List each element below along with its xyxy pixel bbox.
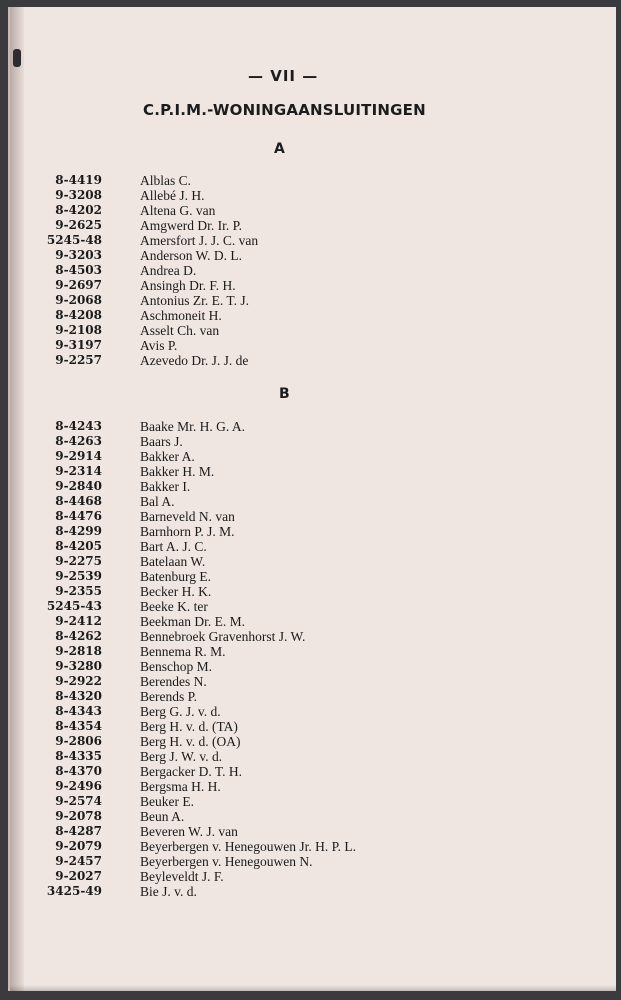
resident-name: Ansingh Dr. F. H. xyxy=(140,278,236,293)
directory-entry xyxy=(0,584,600,599)
phone-extension: 8-4287 xyxy=(55,824,102,838)
phone-extension: 9-3208 xyxy=(55,188,102,202)
resident-name: Beveren W. J. van xyxy=(140,824,238,839)
phone-extension: 9-2574 xyxy=(55,794,102,808)
directory-entry xyxy=(0,233,600,248)
directory-entry xyxy=(0,353,600,368)
resident-name: Allebé J. H. xyxy=(140,188,205,203)
directory-entry xyxy=(0,293,600,308)
directory-entry xyxy=(0,689,600,704)
phone-extension: 9-2027 xyxy=(55,869,102,883)
directory-entry xyxy=(0,509,600,524)
phone-extension: 8-4299 xyxy=(55,524,102,538)
resident-name: Aschmoneit H. xyxy=(140,308,222,323)
phone-extension: 9-2314 xyxy=(55,464,102,478)
phone-extension: 9-2275 xyxy=(55,554,102,568)
directory-entry xyxy=(0,824,600,839)
resident-name: Beyleveldt J. F. xyxy=(140,869,224,884)
resident-name: Avis P. xyxy=(140,338,178,353)
resident-name: Beekman Dr. E. M. xyxy=(140,614,245,629)
resident-name: Azevedo Dr. J. J. de xyxy=(140,353,249,368)
directory-entry xyxy=(0,248,600,263)
binding-hole xyxy=(13,49,21,67)
phone-extension: 9-2539 xyxy=(55,569,102,583)
phone-extension: 8-4208 xyxy=(55,308,102,322)
resident-name: Bart A. J. C. xyxy=(140,539,207,554)
phone-extension: 8-4263 xyxy=(55,434,102,448)
directory-entry xyxy=(0,479,600,494)
directory-entry xyxy=(0,659,600,674)
resident-name: Beuker E. xyxy=(140,794,194,809)
phone-extension: 9-2108 xyxy=(55,323,102,337)
phone-extension: 9-2914 xyxy=(55,449,102,463)
resident-name: Bennebroek Gravenhorst J. W. xyxy=(140,629,306,644)
resident-name: Bakker I. xyxy=(140,479,191,494)
resident-name: Baake Mr. H. G. A. xyxy=(140,419,245,434)
phone-extension: 9-2818 xyxy=(55,644,102,658)
directory-entry xyxy=(0,434,600,449)
directory-entry xyxy=(0,539,600,554)
resident-name: Bakker H. M. xyxy=(140,464,215,479)
phone-extension: 8-4202 xyxy=(55,203,102,217)
phone-extension: 9-2806 xyxy=(55,734,102,748)
phone-extension: 5245-48 xyxy=(46,233,102,247)
resident-name: Beun A. xyxy=(140,809,185,824)
resident-name: Berg H. v. d. (OA) xyxy=(140,734,241,749)
phone-extension: 9-3203 xyxy=(55,248,102,262)
directory-entry xyxy=(0,419,600,434)
phone-extension: 9-2840 xyxy=(55,479,102,493)
directory-entry xyxy=(0,749,600,764)
resident-name: Bergacker D. T. H. xyxy=(140,764,242,779)
resident-name: Bennema R. M. xyxy=(140,644,226,659)
phone-extension: 8-4468 xyxy=(55,494,102,508)
directory-entry xyxy=(0,839,600,854)
directory-entry xyxy=(0,719,600,734)
phone-extension: 9-2412 xyxy=(55,614,102,628)
phone-extension: 9-3197 xyxy=(55,338,102,352)
resident-name: Berendes N. xyxy=(140,674,207,689)
phone-extension: 9-2078 xyxy=(55,809,102,823)
phone-extension: 9-2625 xyxy=(55,218,102,232)
section-letter-a: A xyxy=(274,141,285,157)
directory-entry xyxy=(0,554,600,569)
phone-extension: 9-3280 xyxy=(55,659,102,673)
resident-name: Bie J. v. d. xyxy=(140,884,197,899)
resident-name: Batelaan W. xyxy=(140,554,206,569)
resident-name: Antonius Zr. E. T. J. xyxy=(140,293,250,308)
resident-name: Bal A. xyxy=(140,494,175,509)
directory-entry xyxy=(0,854,600,869)
phone-extension: 9-2922 xyxy=(55,674,102,688)
directory-entry xyxy=(0,323,600,338)
phone-extension: 9-2068 xyxy=(55,293,102,307)
phone-extension: 5245-43 xyxy=(46,599,102,613)
phone-extension: 9-2257 xyxy=(55,353,102,367)
resident-name: Batenburg E. xyxy=(140,569,211,584)
page-shadow xyxy=(10,985,616,991)
directory-entry xyxy=(0,809,600,824)
resident-name: Berg H. v. d. (TA) xyxy=(140,719,238,734)
phone-extension: 8-4262 xyxy=(55,629,102,643)
directory-entry xyxy=(0,464,600,479)
resident-name: Bakker A. xyxy=(140,449,195,464)
directory-entry xyxy=(0,644,600,659)
directory-entry xyxy=(0,524,600,539)
phone-extension: 9-2079 xyxy=(55,839,102,853)
section-letter-b: B xyxy=(279,386,290,402)
resident-name: Amersfort J. J. C. van xyxy=(140,233,259,248)
directory-entry xyxy=(0,338,600,353)
resident-name: Barneveld N. van xyxy=(140,509,235,524)
directory-entry xyxy=(0,869,600,884)
directory-entry xyxy=(0,494,600,509)
directory-entry xyxy=(0,674,600,689)
directory-entry xyxy=(0,449,600,464)
directory-entry xyxy=(0,188,600,203)
resident-name: Altena G. van xyxy=(140,203,216,218)
resident-name: Bergsma H. H. xyxy=(140,779,221,794)
resident-name: Beyerbergen v. Henegouwen Jr. H. P. L. xyxy=(140,839,356,854)
phone-extension: 8-4419 xyxy=(55,173,102,187)
phone-extension: 8-4335 xyxy=(55,749,102,763)
phone-extension: 8-4370 xyxy=(55,764,102,778)
phone-extension: 9-2457 xyxy=(55,854,102,868)
resident-name: Baars J. xyxy=(140,434,183,449)
directory-entry xyxy=(0,704,600,719)
directory-entry xyxy=(0,734,600,749)
phone-extension: 9-2496 xyxy=(55,779,102,793)
directory-entry xyxy=(0,173,600,188)
directory-entry xyxy=(0,278,600,293)
resident-name: Berg J. W. v. d. xyxy=(140,749,223,764)
directory-entry xyxy=(0,203,600,218)
directory-entry xyxy=(0,569,600,584)
phone-extension: 8-4354 xyxy=(55,719,102,733)
resident-name: Benschop M. xyxy=(140,659,212,674)
resident-name: Andrea D. xyxy=(140,263,197,278)
phone-extension: 8-4503 xyxy=(55,263,102,277)
directory-entry xyxy=(0,884,600,899)
phone-extension: 8-4205 xyxy=(55,539,102,553)
phone-extension: 8-4320 xyxy=(55,689,102,703)
resident-name: Asselt Ch. van xyxy=(140,323,220,338)
directory-entry xyxy=(0,263,600,278)
resident-name: Barnhorn P. J. M. xyxy=(140,524,235,539)
phone-extension: 9-2355 xyxy=(55,584,102,598)
resident-name: Beyerbergen v. Henegouwen N. xyxy=(140,854,313,869)
resident-name: Berends P. xyxy=(140,689,197,704)
directory-entry xyxy=(0,794,600,809)
directory-entry xyxy=(0,614,600,629)
directory-entry xyxy=(0,308,600,323)
phone-extension: 8-4243 xyxy=(55,419,102,433)
directory-entry xyxy=(0,218,600,233)
directory-entry xyxy=(0,764,600,779)
phone-extension: 8-4476 xyxy=(55,509,102,523)
resident-name: Anderson W. D. L. xyxy=(140,248,242,263)
phone-extension: 8-4343 xyxy=(55,704,102,718)
directory-entry xyxy=(0,779,600,794)
phone-extension: 9-2697 xyxy=(55,278,102,292)
resident-name: Alblas C. xyxy=(140,173,192,188)
directory-entry xyxy=(0,629,600,644)
page-number: — VII — xyxy=(248,67,319,85)
page-title: C.P.I.M.-WONINGAANSLUITINGEN xyxy=(143,101,426,119)
directory-entry xyxy=(0,599,600,614)
resident-name: Becker H. K. xyxy=(140,584,212,599)
phone-extension: 3425-49 xyxy=(46,884,102,898)
resident-name: Beeke K. ter xyxy=(140,599,208,614)
resident-name: Amgwerd Dr. Ir. P. xyxy=(140,218,242,233)
resident-name: Berg G. J. v. d. xyxy=(140,704,221,719)
